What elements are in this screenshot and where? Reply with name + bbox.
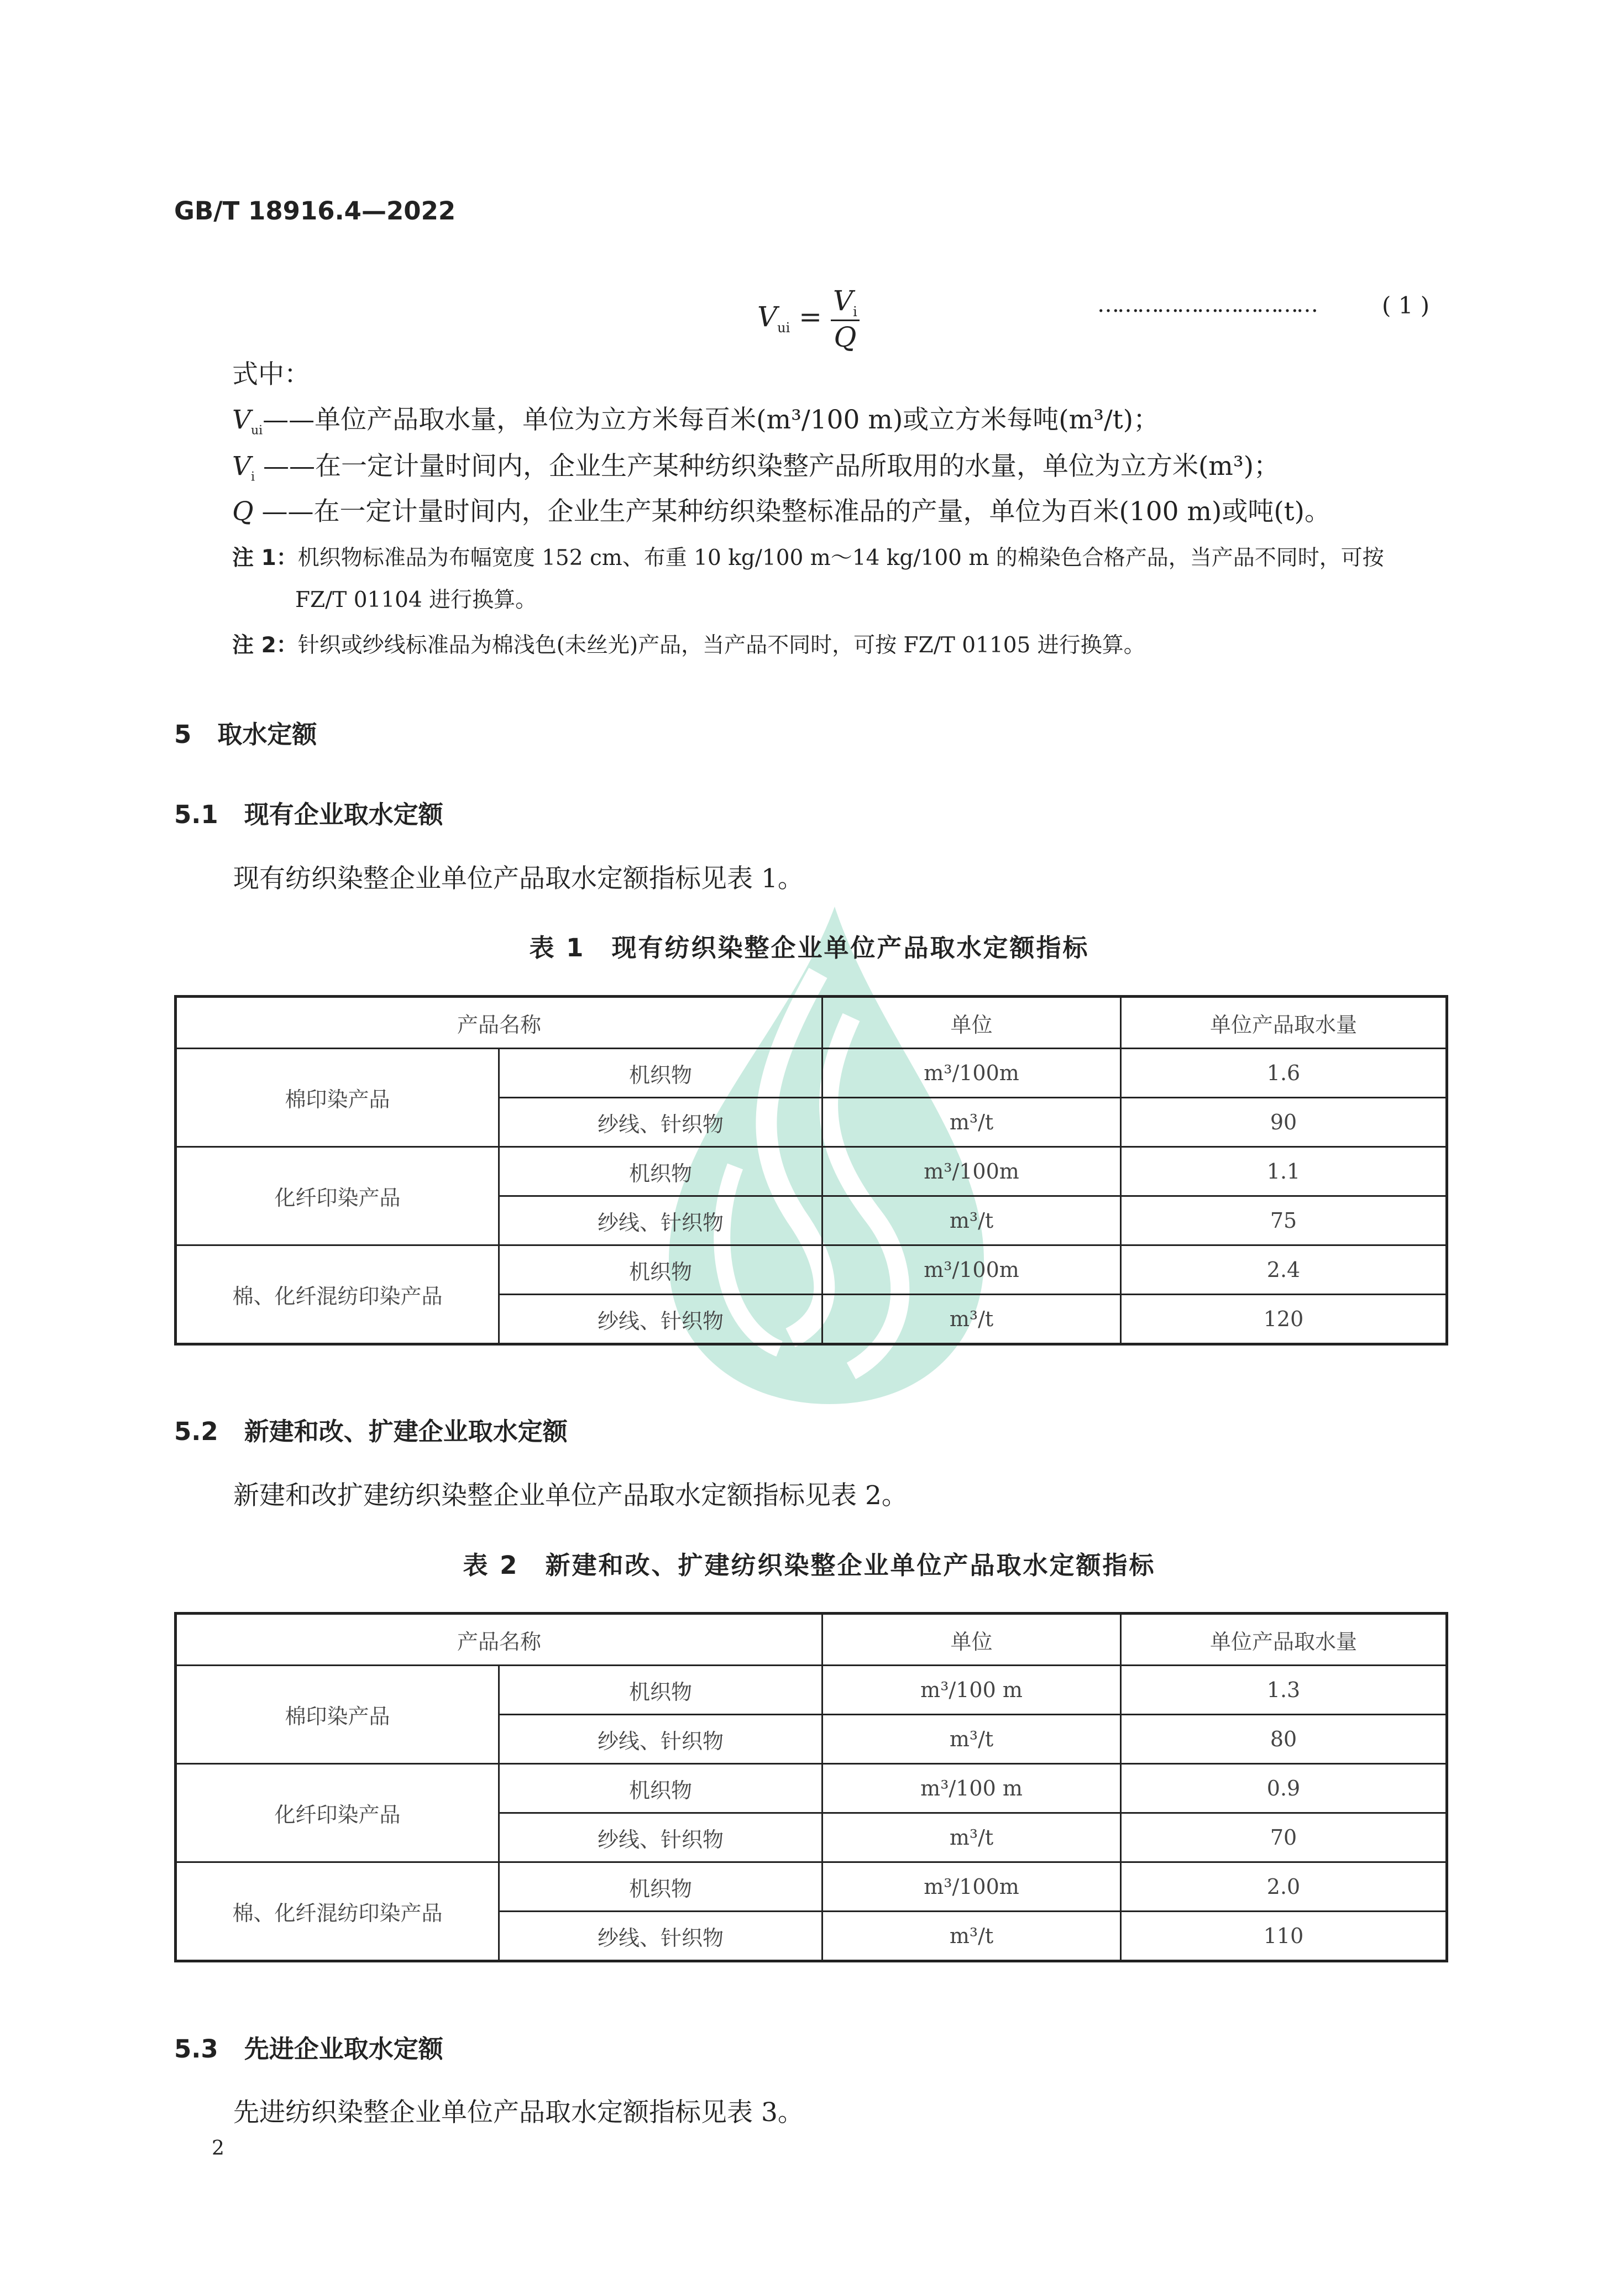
section-5-3-para: 先进纺织染整企业单位产品取水定额指标见表 3。 bbox=[233, 2097, 804, 2128]
table-1 bbox=[174, 995, 1448, 1346]
unit: m³/100m bbox=[823, 1049, 1121, 1098]
water-quota: 2.0 bbox=[1121, 1862, 1447, 1912]
water-quota: 80 bbox=[1121, 1715, 1447, 1764]
unit: m³/t bbox=[823, 1715, 1121, 1764]
formula-lhs: V bbox=[757, 301, 778, 333]
header-unit: 单位 bbox=[823, 1614, 1121, 1666]
def-q bbox=[232, 491, 1330, 528]
formula-leader: …………………………… bbox=[1097, 292, 1316, 317]
section-5-heading bbox=[174, 714, 317, 750]
formula-numerator: V bbox=[832, 285, 853, 317]
product-subtype: 机织物 bbox=[499, 1049, 823, 1098]
unit: m³/t bbox=[823, 1098, 1121, 1147]
water-quota: 75 bbox=[1121, 1196, 1447, 1245]
section-title: 现有企业取水定额 bbox=[244, 800, 443, 829]
header-value: 单位产品取水量 bbox=[1121, 997, 1447, 1049]
unit: m³/100 m bbox=[823, 1666, 1121, 1715]
product-group: 化纤印染产品 bbox=[176, 1147, 499, 1245]
def-sub: ui bbox=[250, 423, 263, 438]
formula-num-sub: i bbox=[853, 304, 857, 320]
def-text: ——在一定计量时间内，企业生产某种纺织染整产品所取用的水量，单位为立方米(m³)； bbox=[263, 451, 1280, 481]
product-group: 棉、化纤混纺印染产品 bbox=[176, 1862, 499, 1961]
section-5-3-heading bbox=[174, 2029, 443, 2065]
water-quota: 2.4 bbox=[1121, 1245, 1447, 1295]
section-5-1-heading bbox=[174, 794, 443, 830]
product-subtype: 机织物 bbox=[499, 1245, 823, 1295]
section-num: 5.1 bbox=[174, 800, 218, 829]
header-unit: 单位 bbox=[823, 997, 1121, 1049]
product-subtype: 纱线、针织物 bbox=[499, 1098, 823, 1147]
water-quota: 0.9 bbox=[1121, 1764, 1447, 1813]
unit: m³/100m bbox=[823, 1245, 1121, 1295]
formula-denominator: Q bbox=[834, 321, 857, 353]
water-quota: 1.3 bbox=[1121, 1666, 1447, 1715]
unit: m³/100m bbox=[823, 1862, 1121, 1912]
def-vi bbox=[232, 446, 1280, 484]
unit: m³/t bbox=[823, 1295, 1121, 1344]
table-2 bbox=[174, 1612, 1448, 1962]
table-row bbox=[176, 1862, 1447, 1912]
table-row bbox=[176, 1147, 1447, 1196]
product-subtype: 纱线、针织物 bbox=[499, 1813, 823, 1862]
section-num: 5.3 bbox=[174, 2034, 218, 2064]
product-group: 棉印染产品 bbox=[176, 1666, 499, 1764]
section-title: 取水定额 bbox=[217, 720, 317, 749]
product-subtype: 纱线、针织物 bbox=[499, 1196, 823, 1245]
product-subtype: 纱线、针织物 bbox=[499, 1295, 823, 1344]
water-quota: 1.1 bbox=[1121, 1147, 1447, 1196]
product-subtype: 机织物 bbox=[499, 1862, 823, 1912]
unit: m³/100m bbox=[823, 1147, 1121, 1196]
formula-lhs-sub: ui bbox=[777, 320, 790, 336]
product-group: 棉印染产品 bbox=[176, 1049, 499, 1147]
unit: m³/t bbox=[823, 1196, 1121, 1245]
table-row bbox=[176, 1245, 1447, 1295]
formula-eq: = bbox=[799, 301, 823, 333]
page-number: 2 bbox=[212, 2137, 224, 2160]
product-group: 化纤印染产品 bbox=[176, 1764, 499, 1862]
note-1 bbox=[232, 541, 1384, 572]
section-5-2-para: 新建和改扩建纺织染整企业单位产品取水定额指标见表 2。 bbox=[233, 1480, 908, 1511]
product-subtype: 机织物 bbox=[499, 1764, 823, 1813]
product-subtype: 纱线、针织物 bbox=[499, 1912, 823, 1961]
formula bbox=[757, 285, 860, 353]
def-sub: i bbox=[250, 470, 255, 484]
table-row bbox=[176, 1049, 1447, 1098]
table-header-row bbox=[176, 997, 1447, 1049]
def-symbol: Q bbox=[232, 496, 254, 527]
section-num: 5.2 bbox=[174, 1417, 218, 1446]
product-subtype: 机织物 bbox=[499, 1147, 823, 1196]
product-subtype: 纱线、针织物 bbox=[499, 1715, 823, 1764]
table-2-title: 表 2 新建和改、扩建纺织染整企业单位产品取水定额指标 bbox=[463, 1551, 1156, 1580]
note-label: 注 1： bbox=[232, 546, 298, 570]
note-text: 机织物标准品为布幅宽度 152 cm、布重 10 kg/100 m～14 kg/100 m 的棉染色合格产品，当产品不同时，可按 bbox=[297, 546, 1384, 570]
table-row bbox=[176, 1764, 1447, 1813]
header-name: 产品名称 bbox=[176, 997, 823, 1049]
note-1-cont: FZ/T 01104 进行换算。 bbox=[295, 588, 537, 612]
def-symbol: V bbox=[232, 405, 251, 435]
formula-number: ( 1 ) bbox=[1382, 292, 1430, 319]
def-text: ——单位产品取水量，单位为立方米每百米(m³/100 m)或立方米每吨(m³/t)； bbox=[263, 405, 1160, 435]
table-row bbox=[176, 1666, 1447, 1715]
table-1-title: 表 1 现有纺织染整企业单位产品取水定额指标 bbox=[529, 933, 1089, 962]
section-5-2-heading bbox=[174, 1411, 568, 1447]
unit: m³/t bbox=[823, 1912, 1121, 1961]
unit: m³/100 m bbox=[823, 1764, 1121, 1813]
where-label: 式中： bbox=[232, 359, 310, 390]
header-value: 单位产品取水量 bbox=[1121, 1614, 1447, 1666]
unit: m³/t bbox=[823, 1813, 1121, 1862]
section-5-1-para: 现有纺织染整企业单位产品取水定额指标见表 1。 bbox=[233, 863, 804, 894]
def-text: ——在一定计量时间内，企业生产某种纺织染整标准品的产量，单位为百米(100 m)或吨(t)。 bbox=[261, 496, 1330, 527]
water-quota: 120 bbox=[1121, 1295, 1447, 1344]
water-quota: 70 bbox=[1121, 1813, 1447, 1862]
def-vui bbox=[232, 399, 1159, 437]
note-2 bbox=[232, 628, 1145, 659]
note-text: 针织或纱线标准品为棉浅色(未丝光)产品，当产品不同时，可按 FZ/T 01105 进行换算。 bbox=[297, 633, 1145, 658]
standard-number: GB/T 18916.4—2022 bbox=[174, 196, 456, 226]
product-group: 棉、化纤混纺印染产品 bbox=[176, 1245, 499, 1344]
water-quota: 90 bbox=[1121, 1098, 1447, 1147]
note-label: 注 2： bbox=[232, 633, 298, 658]
section-title: 新建和改、扩建企业取水定额 bbox=[244, 1417, 568, 1446]
product-subtype: 机织物 bbox=[499, 1666, 823, 1715]
header-name: 产品名称 bbox=[176, 1614, 823, 1666]
section-title: 先进企业取水定额 bbox=[244, 2034, 443, 2064]
water-quota: 1.6 bbox=[1121, 1049, 1447, 1098]
water-quota: 110 bbox=[1121, 1912, 1447, 1961]
section-num: 5 bbox=[174, 720, 192, 749]
table-header-row bbox=[176, 1614, 1447, 1666]
def-symbol: V bbox=[232, 451, 251, 481]
